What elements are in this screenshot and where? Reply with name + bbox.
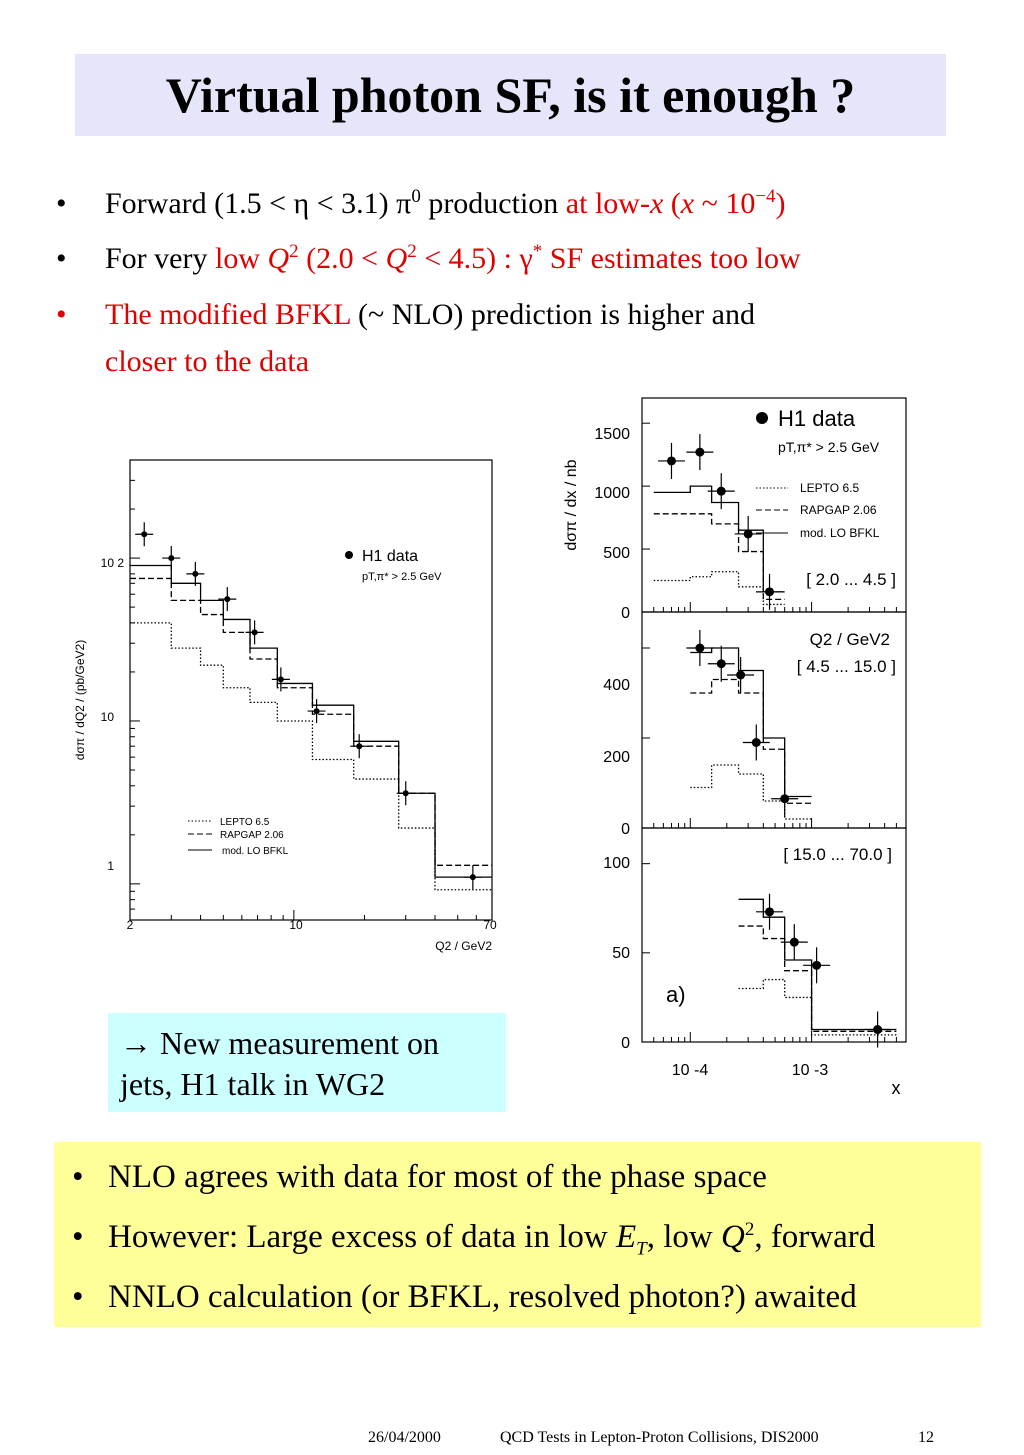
chart1-series-solid <box>130 566 492 878</box>
chart2-panel2-data-point-marker <box>752 738 761 747</box>
chart2-panel1-data-point-marker <box>667 456 676 465</box>
bullet-1-x: x <box>649 187 664 220</box>
summary-2 <box>108 1217 876 1260</box>
chart1-xtick-70: 70 <box>483 918 497 932</box>
chart2-panel3-data-point <box>803 947 830 983</box>
bullet-1-sup: 0 <box>411 186 421 207</box>
bullet-2-q: Q <box>267 242 290 275</box>
chart2-panel3-data-point-marker <box>765 907 774 916</box>
chart1-data-point-marker <box>356 743 362 749</box>
chart1-data-point-marker <box>192 571 198 577</box>
chart2-panel1-series-solid <box>654 486 785 592</box>
chart2-p1-ytick-0: 0 <box>621 605 630 622</box>
bullet-1-pre: Forward (1.5 < η < 3.1) π <box>105 187 412 220</box>
bullet-dot: • <box>56 187 67 220</box>
bullet-2-range-open: (2.0 < <box>298 242 386 275</box>
chart1-data-point <box>135 522 153 546</box>
chart1-data-point <box>218 587 236 611</box>
chart1-ytick-1: 1 <box>107 859 114 873</box>
footer-page-number: 12 <box>918 1429 934 1446</box>
chart1-data-point-marker <box>470 874 476 880</box>
bullet-1-paren: ( <box>663 187 681 220</box>
summary-2-pre: However: Large excess of data in low <box>108 1219 616 1255</box>
title-box <box>75 54 946 136</box>
slide-title: Virtual photon SF, is it enough ? <box>165 67 856 123</box>
bullet-dot: • <box>72 1279 84 1315</box>
summary-2-q: Q <box>720 1219 745 1255</box>
chart2-panel1-data-point <box>658 443 685 479</box>
chart2-q2-label: Q2 / GeV2 <box>809 630 890 649</box>
chart2-annotation-pt: pT,π* > 2.5 GeV <box>778 439 880 455</box>
note-box <box>108 1013 506 1112</box>
chart2-xtick-1e-3: 10 -3 <box>791 1062 829 1079</box>
chart1-series <box>130 566 492 890</box>
summary-2-e: E <box>615 1219 637 1255</box>
bullet-1-exp: −4 <box>755 186 776 207</box>
chart2-legend-bfkl: mod. LO BFKL <box>800 526 880 540</box>
bullet-3-red: The modified BFKL <box>105 298 351 331</box>
chart2-p3-ytick-100: 100 <box>603 855 630 872</box>
bullet-2-sq: 2 <box>289 241 299 262</box>
footer-date: 26/04/2000 <box>368 1429 441 1446</box>
summary-2-sub <box>636 1239 647 1260</box>
chart2-xlabel: x <box>891 1078 901 1098</box>
x-cross-section-chart <box>550 390 930 1110</box>
chart1-data-point-marker <box>141 531 147 537</box>
chart2-panel1-data-point-marker <box>695 448 704 457</box>
chart1-legend-data: H1 data <box>362 548 419 565</box>
chart1-data-point-marker <box>224 596 230 602</box>
chart1-frame <box>130 460 492 920</box>
chart2-xtick-1e-4: 10 -4 <box>671 1062 709 1079</box>
chart2-panel3-data-point-marker <box>873 1025 882 1034</box>
chart2-legend-marker <box>756 412 768 424</box>
chart2-panel2-series-dotted <box>690 765 811 819</box>
chart2-ylabel: dσπ / dx / nb <box>563 459 580 551</box>
chart1-data-point <box>162 546 180 570</box>
bullet-2-tail: SF estimates too low <box>542 242 801 275</box>
chart1-legend-marker <box>345 551 353 559</box>
chart2-panel2-data-point <box>727 657 754 693</box>
bullet-1-tilde: ~ 10 <box>694 187 756 220</box>
chart1-data-point-marker <box>314 708 320 714</box>
chart2-panel3-data-point-marker <box>790 938 799 947</box>
chart2-panel2-data-point-marker <box>717 659 726 668</box>
note-line-2: jets, H1 talk in WG2 <box>120 1066 386 1102</box>
chart2-legend-rapgap: RAPGAP 2.06 <box>800 503 877 517</box>
summary-2-sq: 2 <box>744 1219 755 1240</box>
chart1-xtick-2: 2 <box>126 918 134 932</box>
chart2-panel2-label: [ 4.5 ... 15.0 ] <box>796 657 896 676</box>
chart2-panel2-series-dashed <box>690 680 811 804</box>
chart2-panel1-data-point <box>708 473 735 509</box>
chart1-ylabel: dσπ / dQ2 / (pb/GeV2) <box>73 639 87 761</box>
chart2-p1-ytick-1500: 1500 <box>594 426 630 443</box>
chart1-legend-bfkl: mod. LO BFKL <box>222 846 289 857</box>
bullet-1-red: at low- <box>565 187 650 220</box>
bullet-3-line2: closer to the data <box>105 345 310 378</box>
chart2-panel2-data-point-marker <box>695 644 704 653</box>
summary-2-mid: , low <box>646 1219 721 1255</box>
q2-cross-section-chart <box>60 445 500 975</box>
bullet-2-pre: For very <box>105 242 215 275</box>
bullet-2-sq2: 2 <box>407 241 417 262</box>
bullet-2-range-close: < 4.5) : γ <box>416 242 533 275</box>
note-text <box>120 1023 500 1105</box>
chart1-data-point-marker <box>252 629 258 635</box>
chart2-legend-lepto: LEPTO 6.5 <box>800 481 860 495</box>
chart1-series-dashed <box>130 578 492 865</box>
chart1-legend-rapgap: RAPGAP 2.06 <box>220 830 284 841</box>
chart1-data-point-marker <box>168 555 174 561</box>
bullet-dot: • <box>72 1219 84 1255</box>
chart2-panel1-series-dotted <box>654 572 785 605</box>
chart2-panel1-data-point-marker <box>744 529 753 538</box>
summary-1: NLO agrees with data for most of the phase space <box>108 1159 767 1195</box>
chart1-data-point <box>246 620 264 644</box>
chart2-panel1-data-point-marker <box>717 487 726 496</box>
chart2-p2-ytick-0: 0 <box>621 821 630 838</box>
bullet-1-x2: x <box>680 187 695 220</box>
chart1-xtick-10: 10 <box>289 918 303 932</box>
chart2-panel3-label: [ 15.0 ... 70.0 ] <box>783 845 892 864</box>
chart2-panel1-data-point <box>756 574 783 610</box>
chart2-p3-ytick-0: 0 <box>621 1035 630 1052</box>
note-line-1: New measurement on <box>152 1025 440 1061</box>
bullet-1-close: ) <box>775 187 786 220</box>
bullet-2-q2: Q <box>385 242 408 275</box>
bullet-dot: • <box>72 1159 84 1195</box>
chart1-data-point <box>186 562 204 586</box>
chart2-panel3-series-dotted <box>739 980 897 1035</box>
chart2-p2-ytick-200: 200 <box>603 749 630 766</box>
chart2-p1-ytick-1000: 1000 <box>594 485 630 502</box>
chart1-data-point-marker <box>403 790 409 796</box>
chart2-panel2-data-point <box>686 630 713 666</box>
chart2-panel2-data-point <box>743 725 770 761</box>
bullet-2-star: * <box>532 241 543 262</box>
bullet-1-mid: production <box>420 187 566 220</box>
chart1-series-dotted <box>130 623 492 890</box>
chart2-series <box>654 486 897 1035</box>
chart1-ytick-100: 10 2 <box>100 556 124 570</box>
arrow-icon: → <box>120 1025 152 1061</box>
chart2-p3-ytick-50: 50 <box>612 945 630 962</box>
chart1-data-point <box>464 865 482 889</box>
bullet-dot: • <box>56 242 67 275</box>
chart1-ticks <box>130 480 492 920</box>
chart1-data-point-marker <box>278 676 284 682</box>
chart2-panel2-data-point <box>771 781 798 817</box>
chart2-panel3-data-point-marker <box>812 961 821 970</box>
summary-3: NNLO calculation (or BFKL, resolved photon?) awaited <box>108 1279 857 1315</box>
chart2-p1-ytick-500: 500 <box>603 545 630 562</box>
footer-conference: QCD Tests in Lepton-Proton Collisions, DIS2000 <box>500 1429 819 1446</box>
chart2-p2-ytick-400: 400 <box>603 677 630 694</box>
bullet-2 <box>105 241 801 277</box>
chart1-annotation-pt: pT,π* > 2.5 GeV <box>362 571 442 583</box>
chart1-ytick-10: 10 <box>100 710 114 724</box>
chart2-panel1-data-point <box>686 434 713 470</box>
chart2-legend-data: H1 data <box>778 406 856 431</box>
bullet-3 <box>105 297 755 333</box>
bullet-1 <box>105 186 786 222</box>
bullet-3-black: (~ NLO) prediction is higher and <box>350 298 755 331</box>
chart2-panel2-data-point-marker <box>780 794 789 803</box>
chart1-legend-lepto: LEPTO 6.5 <box>220 817 270 828</box>
chart2-panel1-label: [ 2.0 ... 4.5 ] <box>806 570 896 589</box>
chart2-panel2-data-point-marker <box>736 671 745 680</box>
summary-2-sub-t: T <box>636 1238 647 1260</box>
chart1-data-point <box>308 699 326 723</box>
chart2-panel-a-label: a) <box>666 982 686 1007</box>
chart1-xlabel: Q2 / GeV2 <box>435 939 492 953</box>
chart1-data-point <box>350 734 368 758</box>
chart2-panel1-data-point-marker <box>765 587 774 596</box>
bullet-2-red: low <box>214 242 268 275</box>
bullet-dot: • <box>56 298 67 331</box>
summary-box <box>54 1142 981 1327</box>
chart1-data-point <box>397 781 415 805</box>
chart2-panel3-series-dashed <box>739 926 897 1031</box>
chart2-panel1-series-dashed <box>654 514 785 600</box>
summary-2-post: , forward <box>754 1219 876 1255</box>
